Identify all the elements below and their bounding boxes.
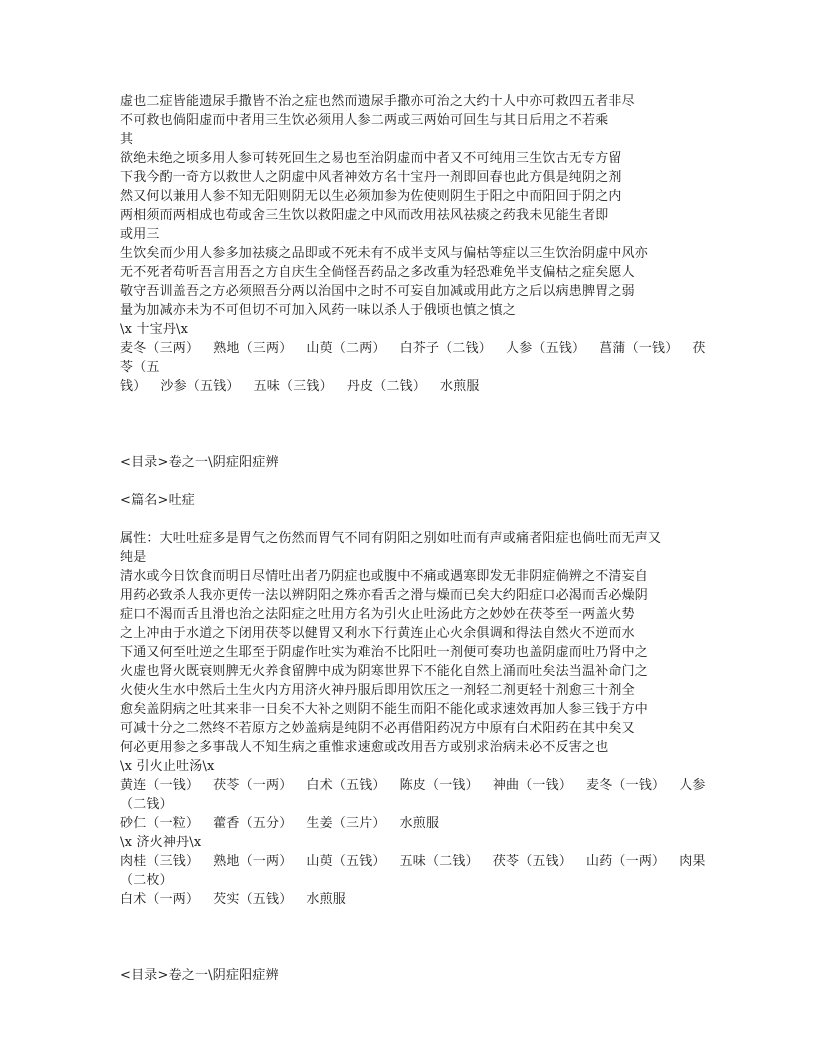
ingredient: 人参（五钱） <box>506 341 586 356</box>
ingredient: 苓（五 <box>120 360 160 375</box>
section-spacer <box>120 909 700 966</box>
ingredient: 人参 <box>679 778 706 793</box>
ingredient-line <box>120 377 700 396</box>
text-line: 然又何以兼用人参不知无阳则阴无以生必须加参为佐使则阴生于阳之中而阳回于阴之内 <box>120 189 622 204</box>
catalog-heading: <目录>卷之一\阴症阳症辨 <box>120 968 279 983</box>
text-line: 用药必致杀人我亦更传一法以辨阴阳之殊亦看舌之滑与燥而已矣大约阳症口必渴而舌必燥阴 <box>120 588 649 603</box>
text-line: 属性：大吐吐症多是胃气之伤然而胃气不同有阴阳之别如吐而有声或痛者阳症也倘吐而无声又 <box>120 531 662 546</box>
formula-jihuoshendan <box>120 833 706 909</box>
catalog-heading: <目录>卷之一\阴症阳症辨 <box>120 455 279 470</box>
ingredient: 麦冬（一钱） <box>586 778 666 793</box>
ingredient: 肉桂（三钱） <box>120 854 200 869</box>
ingredient: 白术（五钱） <box>306 778 386 793</box>
text-line: 下通又何至吐逆之生耶至于阴虚作吐实为难治不比阳吐一剂便可奏功也盖阴虚而吐乃肾中之 <box>120 645 649 660</box>
ingredient: 五味（三钱） <box>253 379 333 394</box>
ingredient-line <box>120 339 706 358</box>
ingredient: 山萸（二两） <box>306 341 386 356</box>
ingredient-line <box>120 358 700 377</box>
ingredient: 藿香（五分） <box>213 816 293 831</box>
ingredient: 水煎服 <box>306 892 347 907</box>
text-line: 欲绝未绝之顷多用人参可转死回生之易也至治阴虚而中者又不可纯用三生饮古无专方留 <box>120 151 622 166</box>
spacer <box>120 472 700 491</box>
ingredient: 白芥子（二钱） <box>399 341 493 356</box>
formula-title: \x 济火神丹\x <box>120 835 202 850</box>
text-line: 清水或今日饮食而明日尽情吐出者乃阴症也或腹中不痛或遇寒即发无非阴症倘辨之不清妄自 <box>120 569 649 584</box>
text-line: 敬守吾训盖吾之方必须照吾分两以治国中之时不可妄自加减或用此方之后以病患脾胃之弱 <box>120 284 635 299</box>
ingredient: 熟地（一两） <box>213 854 293 869</box>
text-line: 无不死者苟听吾言用吾之方自庆生全倘怪吾药品之多改重为轻恐难免半支偏枯之症矣愿人 <box>120 265 635 280</box>
ingredient-line <box>120 776 706 795</box>
ingredient: 生姜（三片） <box>306 816 386 831</box>
ingredient: 茯苓（一两） <box>213 778 293 793</box>
ingredient-line <box>120 871 700 890</box>
text-line: 可减十分之二然终不若原方之妙盖病是纯阴不必再借阳药况方中原有白术阳药在其中矣又 <box>120 721 635 736</box>
ingredient: 陈皮（一钱） <box>399 778 479 793</box>
text-line: 生饮矣而少用人参多加祛痰之品即或不死未有不成半支风与偏枯等症以三生饮治阴虚中风亦 <box>120 246 649 261</box>
text-line: 量为加减亦未为不可但切不可加入风药一味以杀人于俄顷也慎之慎之 <box>120 303 517 318</box>
ingredient: 五味（二钱） <box>399 854 479 869</box>
ingredient: 钱） <box>120 379 147 394</box>
ingredient: 茯苓（五钱） <box>492 854 573 869</box>
ingredient: 茯 <box>692 341 706 356</box>
ingredient: 黄连（一钱） <box>120 778 200 793</box>
text-line: 其 <box>120 132 134 147</box>
text-line: 症口不渴而舌且滑也治之法阳症之吐用方名为引火止吐汤此方之妙妙在茯苓至一两盖火势 <box>120 607 635 622</box>
ingredient: 熟地（三两） <box>213 341 293 356</box>
ingredient: 水煎服 <box>440 379 480 394</box>
ingredient-line <box>120 890 700 909</box>
chapter-heading: <篇名>吐症 <box>120 493 195 508</box>
text-line: 何必更用参之多事哉人不知生病之重惟求速愈或改用吾方或别求治病未必不反害之也 <box>120 740 609 755</box>
formula-shibaodan <box>120 320 706 396</box>
ingredient-line <box>120 795 700 814</box>
text-line: 火虚也肾火既衰则脾无火养食留脾中成为阴寒世界下不能化自然上涌而吐矣法当温补命门之 <box>120 664 649 679</box>
ingredient: （二枚） <box>120 873 173 888</box>
text-line: 火使火生水中然后土生火内方用济火神丹服后即用饮压之一剂轻二剂更轻十剂愈三十剂全 <box>120 683 635 698</box>
ingredient: 沙参（五钱） <box>160 379 240 394</box>
ingredient: 山药（一两） <box>586 854 666 869</box>
text-line: 虚也二症皆能遗尿手撒皆不治之症也然而遗尿手撒亦可治之大约十人中亦可救四五者非尽 <box>120 94 635 109</box>
section-tuzheng-text <box>120 529 700 757</box>
ingredient: 麦冬（三两） <box>120 341 200 356</box>
section-spacer <box>120 396 700 453</box>
ingredient: 山萸（五钱） <box>306 854 386 869</box>
ingredient: 白术（一两） <box>120 892 200 907</box>
ingredient-line <box>120 852 706 871</box>
text-line: 两相须而两相成也苟或舍三生饮以救阳虚之中风而改用祛风祛痰之药我未见能生者即 <box>120 208 609 223</box>
spacer <box>120 510 700 529</box>
ingredient-line <box>120 814 700 833</box>
document-page <box>120 92 706 985</box>
text-line: 不可救也倘阳虚而中者用三生饮必须用人参二两或三两始可回生与其日后用之不若乘 <box>120 113 609 128</box>
ingredient: 芡实（五钱） <box>213 892 293 907</box>
text-line: 纯是 <box>120 550 147 565</box>
ingredient: 神曲（一钱） <box>492 778 573 793</box>
formula-title: \x 十宝丹\x <box>120 322 189 337</box>
text-line: 愈矣盖阴病之吐其来非一日矣不大补之则阴不能生而阳不能化或求速效再加人参三钱于方中 <box>120 702 649 717</box>
ingredient: 肉果 <box>679 854 706 869</box>
ingredient: 砂仁（一粒） <box>120 816 200 831</box>
ingredient: 丹皮（二钱） <box>346 379 427 394</box>
ingredient: 菖蒲（一钱） <box>599 341 679 356</box>
ingredient: 水煎服 <box>399 816 440 831</box>
section-zhongfeng-text <box>120 92 700 320</box>
text-line: 之上冲由于水道之下闭用茯苓以健胃又利水下行黄连止心火余俱调和得法自然火不逆而水 <box>120 626 635 641</box>
text-line: 下我今酌一奇方以救世人之阴虚中风者神效方名十宝丹一剂即回春也此方俱是纯阴之剂 <box>120 170 622 185</box>
formula-title: \x 引火止吐汤\x <box>120 759 215 774</box>
formula-yinhuozhitutang <box>120 757 706 833</box>
ingredient: （二钱） <box>120 797 173 812</box>
text-line: 或用三 <box>120 227 160 242</box>
